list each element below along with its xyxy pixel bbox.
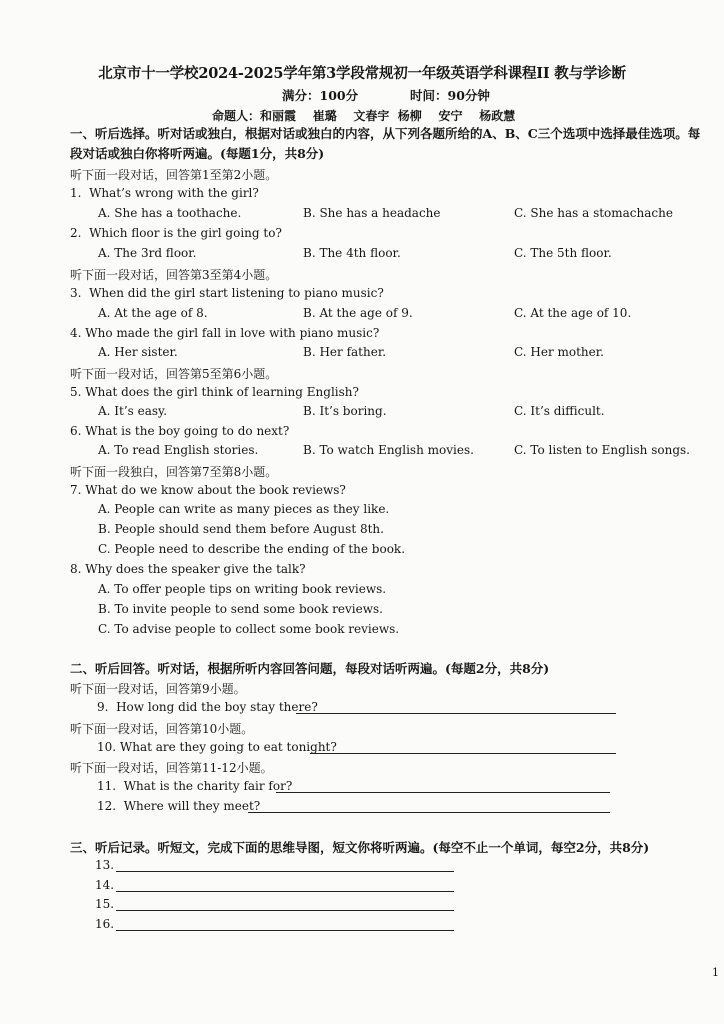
- group-intro: 听下面一段对话，回答第1至第2小题。: [70, 168, 278, 182]
- q2-option-c: C. The 5th floor.: [514, 246, 612, 260]
- question-8: 8. Why does the speaker give the talk?: [70, 562, 306, 576]
- question-12: 12. Where will they meet?: [97, 799, 261, 813]
- section1-heading: 一、听后选择。听对话或独白，根据对话或独白的内容，从下列各题所给的A、B、C三个选项中选择最佳选项。每段对话或独白你将听两遍。(每题1分，共8分): [70, 126, 701, 161]
- group-intro: 听下面一段对话，回答第11-12小题。: [70, 761, 273, 775]
- answer-line-9[interactable]: [296, 713, 616, 714]
- q7-option-c: C. People need to describe the ending of the book.: [98, 542, 406, 556]
- q2-option-b: B. The 4th floor.: [303, 246, 401, 260]
- question-10: 10. What are they going to eat tonight?: [97, 740, 337, 754]
- section3-heading: 三、听后记录。听短文，完成下面的思维导图，短文你将听两遍。(每空不止一个单词，每空2分，共8分): [70, 840, 650, 855]
- q2-option-a: A. The 3rd floor.: [98, 246, 197, 260]
- q7-option-b: B. People should send them before August 8th.: [98, 522, 384, 536]
- exam-time: 时间：90分钟: [410, 88, 490, 103]
- question-4: 4. Who made the girl fall in love with piano music?: [70, 326, 380, 340]
- question-3: 3. When did the girl start listening to piano music?: [70, 286, 384, 300]
- group-intro: 听下面一段对话，回答第9小题。: [70, 682, 246, 696]
- exam-authors: 命题人：和丽霞 崔璐 文春宇 杨柳 安宁 杨政慧: [212, 109, 516, 123]
- q5-option-c: C. It’s difficult.: [514, 404, 605, 418]
- q5-option-b: B. It’s boring.: [303, 404, 387, 418]
- answer-line-12[interactable]: [248, 812, 610, 813]
- question-11: 11. What is the charity fair for?: [97, 779, 293, 793]
- item-14-label: 14.: [95, 878, 115, 892]
- q6-option-a: A. To read English stories.: [98, 443, 259, 457]
- section2-heading: 二、听后回答。听对话，根据所听内容回答问题，每段对话听两遍。(每题2分，共8分): [70, 661, 550, 676]
- question-5: 5. What does the girl think of learning English?: [70, 385, 359, 399]
- item-13-label: 13.: [95, 858, 115, 872]
- group-intro: 听下面一段对话，回答第3至第4小题。: [70, 268, 278, 282]
- q6-option-b: B. To watch English movies.: [303, 443, 474, 457]
- q3-option-b: B. At the age of 9.: [303, 306, 413, 320]
- q8-option-b: B. To invite people to send some book reviews.: [98, 602, 383, 616]
- q7-option-a: A. People can write as many pieces as they like.: [98, 502, 390, 516]
- q6-option-c: C. To listen to English songs.: [514, 443, 690, 457]
- group-intro: 听下面一段对话，回答第10小题。: [70, 722, 254, 736]
- answer-line-15[interactable]: [116, 910, 454, 911]
- q8-option-a: A. To offer people tips on writing book reviews.: [98, 582, 387, 596]
- q3-option-a: A. At the age of 8.: [98, 306, 208, 320]
- answer-line-11[interactable]: [276, 792, 610, 793]
- group-intro: 听下面一段对话，回答第5至第6小题。: [70, 367, 278, 381]
- page-number: 1: [712, 966, 719, 979]
- item-15-label: 15.: [95, 897, 115, 911]
- q8-option-c: C. To advise people to collect some book reviews.: [98, 622, 400, 636]
- question-1: 1. What’s wrong with the girl?: [70, 186, 259, 200]
- full-score: 满分：100分: [282, 88, 359, 103]
- answer-line-13[interactable]: [116, 871, 454, 872]
- q4-option-a: A. Her sister.: [98, 345, 178, 359]
- question-9: 9. How long did the boy stay there?: [97, 700, 318, 714]
- item-16-label: 16.: [95, 917, 115, 931]
- answer-line-10[interactable]: [310, 753, 616, 754]
- q1-option-c: C. She has a stomachache: [514, 206, 673, 220]
- group-intro: 听下面一段独白，回答第7至第8小题。: [70, 465, 278, 479]
- q5-option-a: A. It’s easy.: [98, 404, 168, 418]
- q3-option-c: C. At the age of 10.: [514, 306, 632, 320]
- answer-line-14[interactable]: [116, 891, 454, 892]
- q4-option-b: B. Her father.: [303, 345, 387, 359]
- q4-option-c: C. Her mother.: [514, 345, 604, 359]
- question-7: 7. What do we know about the book reviews?: [70, 483, 346, 497]
- exam-title: 北京市十一学校2024-2025学年第3学段常规初一年级英语学科课程II 教与学诊断: [98, 65, 626, 82]
- question-2: 2. Which floor is the girl going to?: [70, 226, 282, 240]
- q1-option-b: B. She has a headache: [303, 206, 441, 220]
- question-6: 6. What is the boy going to do next?: [70, 424, 290, 438]
- q1-option-a: A. She has a toothache.: [98, 206, 242, 220]
- answer-line-16[interactable]: [116, 930, 454, 931]
